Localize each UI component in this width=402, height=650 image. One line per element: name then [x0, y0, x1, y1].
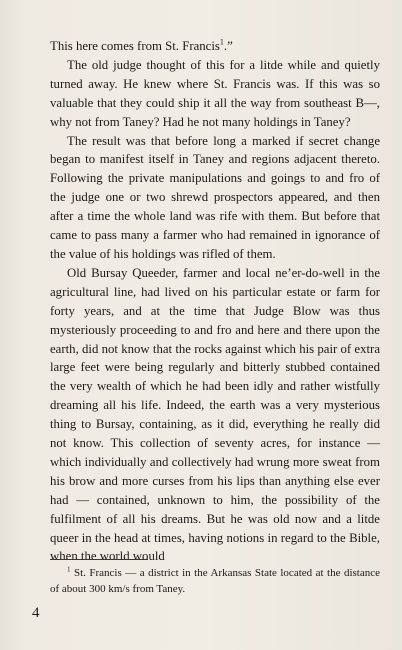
- page-number: 4: [32, 605, 40, 621]
- body-text: [50, 37, 380, 566]
- footnote: [50, 566, 380, 597]
- footnote-reference[interactable]: 1: [219, 37, 224, 47]
- paragraph-1-text: This here comes from St. Francis: [50, 39, 220, 53]
- footnote-divider: [50, 559, 148, 560]
- footnote-marker: 1: [67, 565, 71, 574]
- paragraph-1-end: .”: [223, 39, 233, 53]
- paragraph-4: Old Bursay Queeder, farmer and local ne’er-do-well in the agricultural line, had lived on his particular estate or farm for forty years, and at the time that Judge Blow was thus mysteriously proceeding to and fro and here and there upon the earth, did not know that the rocks against which his pair of extra large feet were being regularly and bitterly stubbed contained the very wealth of which he had been idly and rather wistfully dreaming all his life. Indeed, the earth was a very mysterious thing to Bursay, containing, as it did, everything he really did not know. This collection of seventy acres, for instance — which individually and collectively had wrung more sweat from his brow and more curses from his lips than anything else ever had — contained, unknown to him, the possibility of the fulfilment of all his dreams. But he was old now and a litde queer in the head at times, having notions in regard to the Bible, when the world would: [50, 265, 380, 564]
- paragraph-2: The old judge thought of this for a litde while and quietly turned away. He knew where St. Francis was. If this was so valuable that they could ship it all the way from southeast B—, why not from Taney? Had he not many holdings in Taney?: [50, 57, 380, 129]
- paragraph-3: The result was that before long a marked if secret change began to manifest itself in Taney and regions adjacent thereto. Following the private manipulations and goings to and fro of the judge one or two shrewd prospectors appeared, and then after a time the whole land was rife with them. But before that came to pass many a farmer who had remained in ignorance of the value of his holdings was rifled of them.: [50, 133, 380, 261]
- footnote-text: St. Francis — a district in the Arkansas State located at the distance of about 300 km/s from Taney.: [50, 567, 380, 595]
- paragraph-1: [50, 37, 380, 56]
